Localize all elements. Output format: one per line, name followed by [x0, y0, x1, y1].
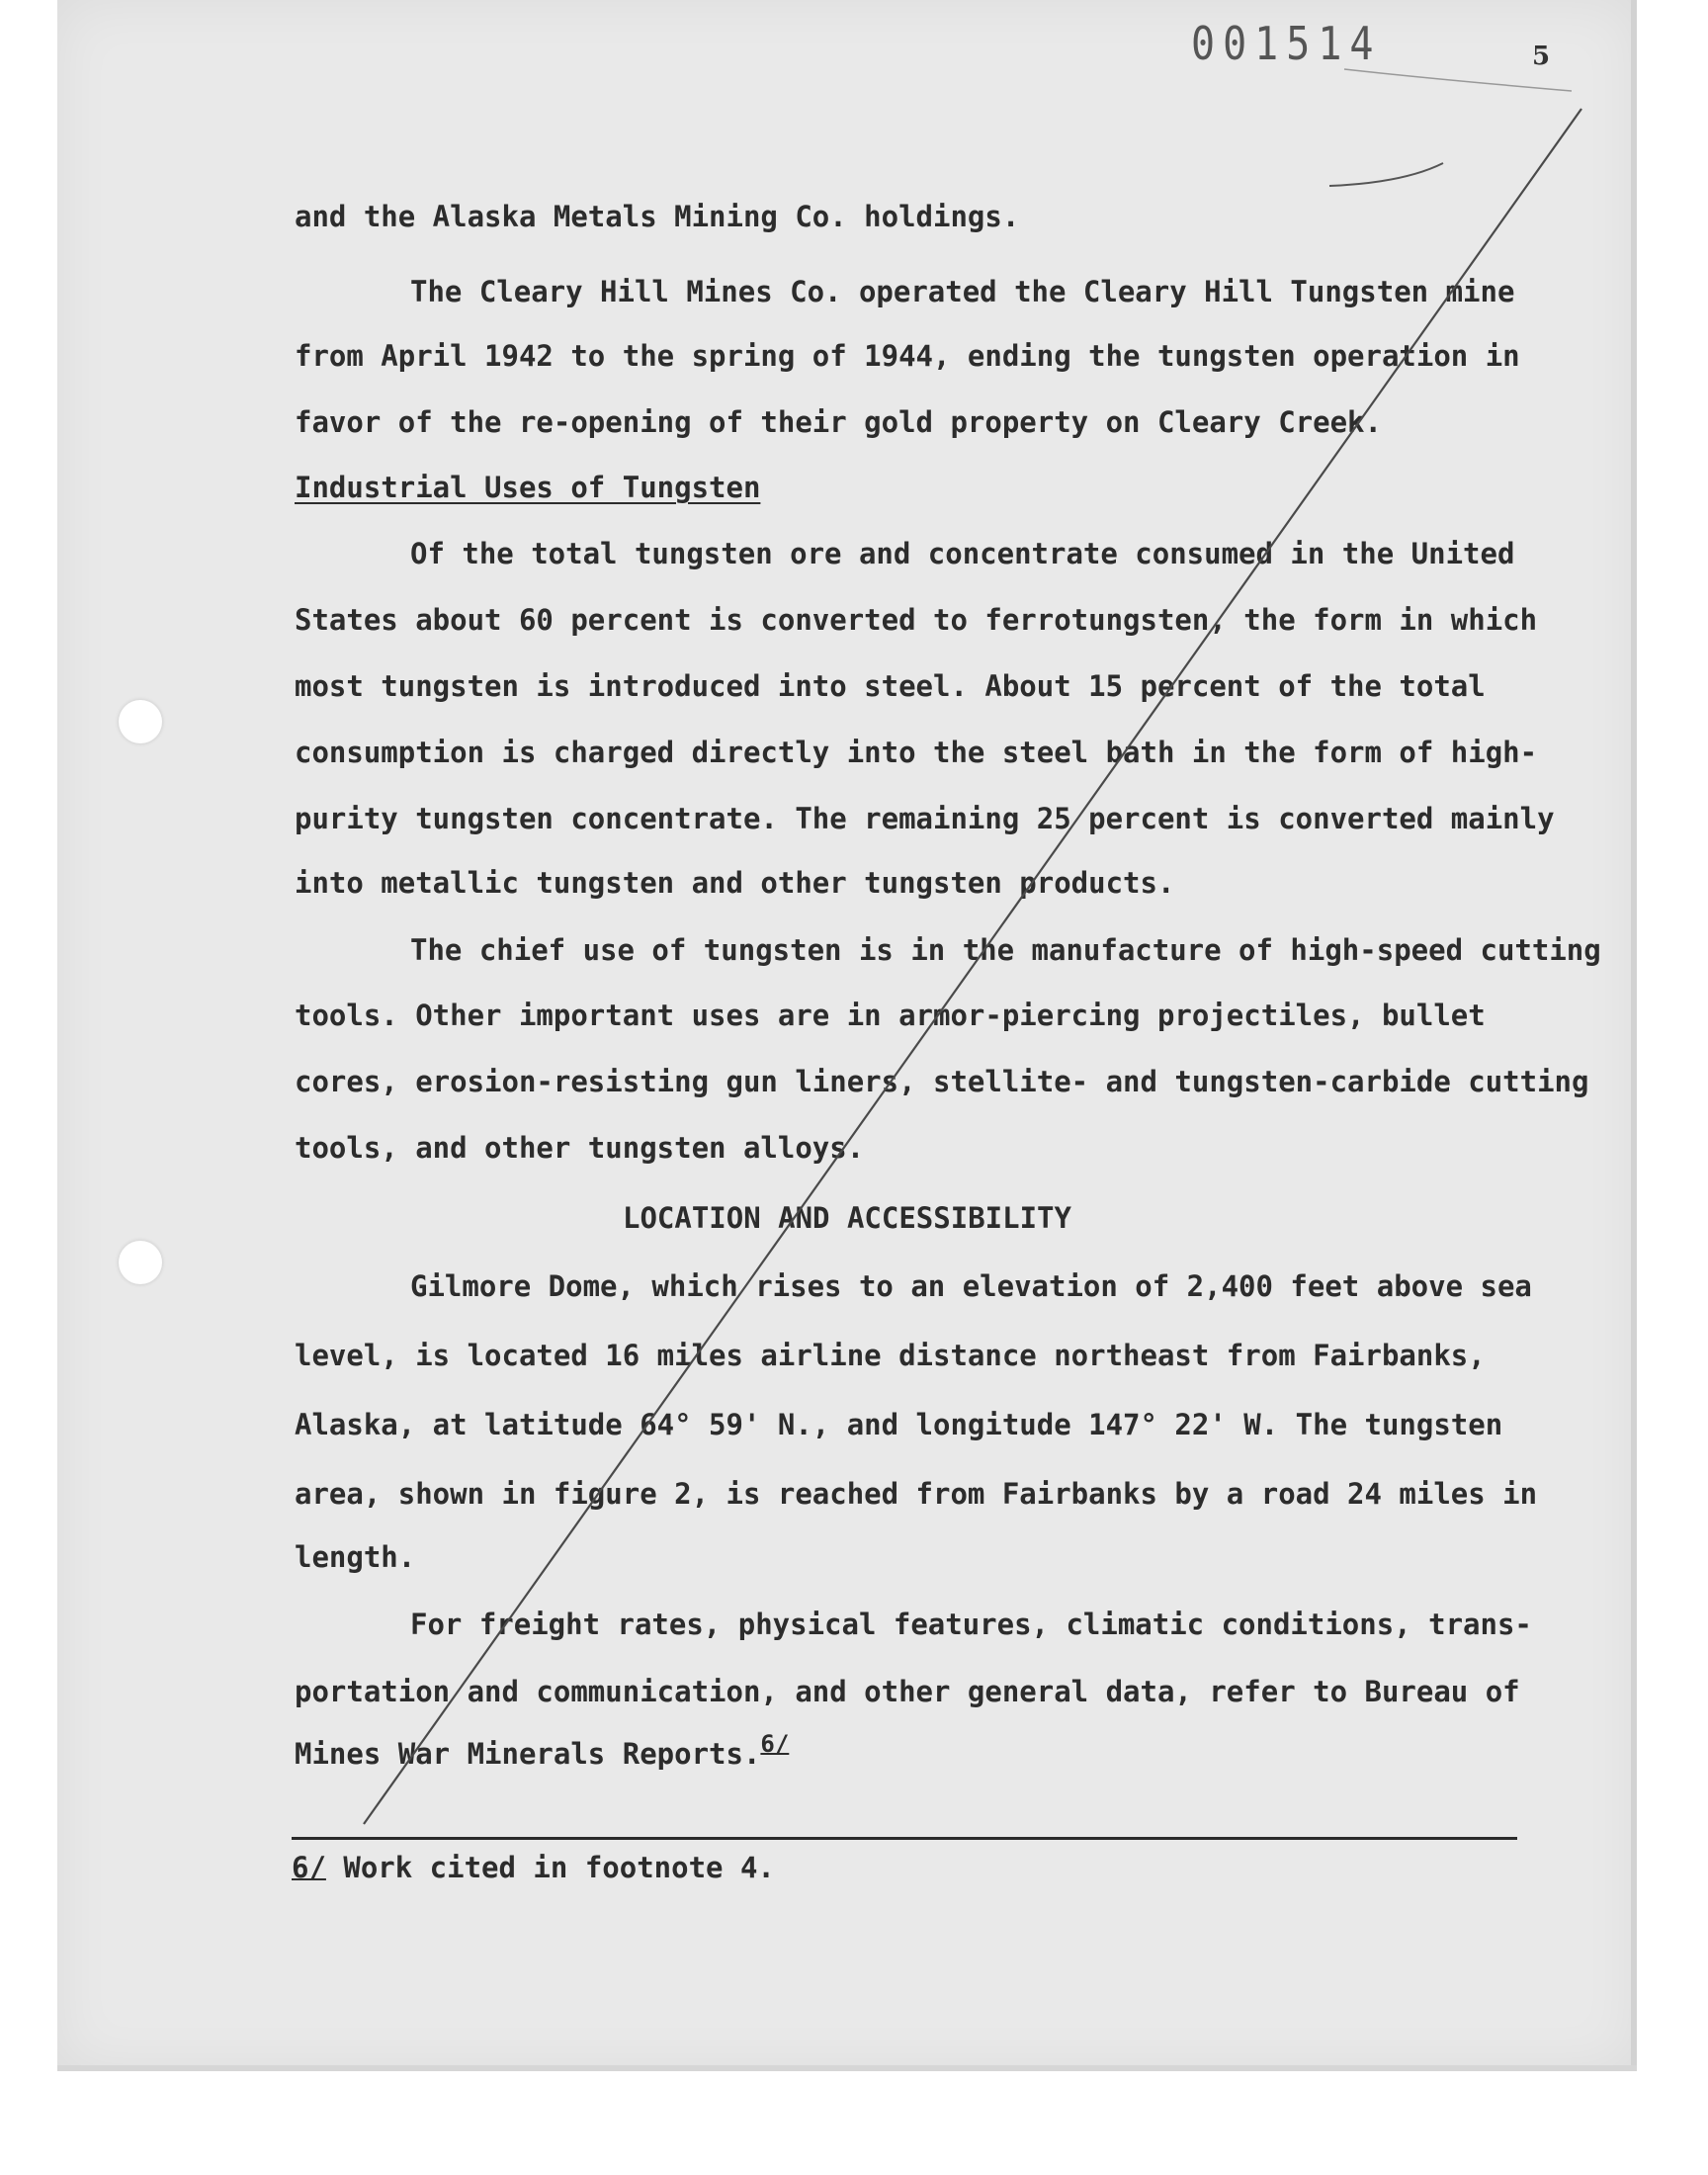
text-line: For freight rates, physical features, climatic conditions, trans- — [410, 1608, 1532, 1641]
text-line: into metallic tungsten and other tungsten products. — [295, 866, 1175, 900]
text-line: cores, erosion-resisting gun liners, stellite- and tungsten-carbide cutting — [295, 1065, 1589, 1098]
text-line: States about 60 percent is converted to ferrotungsten, the form in which — [295, 603, 1538, 637]
text-line: The Cleary Hill Mines Co. operated the Cleary Hill Tungsten mine — [410, 275, 1515, 308]
section-heading-location: LOCATION AND ACCESSIBILITY — [623, 1201, 1071, 1235]
section-heading-industrial-uses: Industrial Uses of Tungsten — [295, 471, 761, 504]
text-span: Mines War Minerals Reports. — [295, 1737, 761, 1771]
text-line: favor of the re-opening of their gold property on Cleary Creek. — [295, 405, 1382, 439]
footnote-reference: 6/ — [760, 1730, 790, 1758]
text-line: Alaska, at latitude 64° 59' N., and longitude 147° 22' W. The tungsten — [295, 1408, 1503, 1441]
text-line: from April 1942 to the spring of 1944, ending the tungsten operation in — [295, 339, 1520, 373]
page-number: 5 — [1532, 42, 1551, 71]
text-line: tools, and other tungsten alloys. — [295, 1131, 865, 1165]
text-line: and the Alaska Metals Mining Co. holdings. — [295, 200, 1020, 233]
text-line: Of the total tungsten ore and concentrate consumed in the United — [410, 537, 1515, 570]
footnote-marker: 6/ — [292, 1851, 326, 1884]
pencil-strike-line — [364, 109, 1581, 1824]
text-line: portation and communication, and other general data, refer to Bureau of — [295, 1675, 1520, 1708]
text-line: purity tungsten concentrate. The remaining 25 percent is converted mainly — [295, 802, 1555, 835]
text-line: length. — [295, 1540, 416, 1574]
text-line: The chief use of tungsten is in the manufacture of high-speed cutting — [410, 933, 1601, 967]
text-line: tools. Other important uses are in armor-piercing projectiles, bullet — [295, 999, 1486, 1032]
text-line: consumption is charged directly into the steel bath in the form of high- — [295, 736, 1538, 769]
text-line: most tungsten is introduced into steel. About 15 percent of the total — [295, 669, 1486, 703]
document-number-stamp: 001514 — [1191, 18, 1382, 71]
footnote-text: Work cited in footnote 4. — [325, 1851, 775, 1884]
pencil-mark — [1329, 163, 1443, 186]
text-line: Gilmore Dome, which rises to an elevation of 2,400 feet above sea — [410, 1269, 1532, 1303]
text-line: level, is located 16 miles airline distance northeast from Fairbanks, — [295, 1339, 1486, 1372]
text-line: area, shown in figure 2, is reached from Fairbanks by a road 24 miles in — [295, 1477, 1538, 1511]
pencil-mark — [1344, 69, 1572, 91]
